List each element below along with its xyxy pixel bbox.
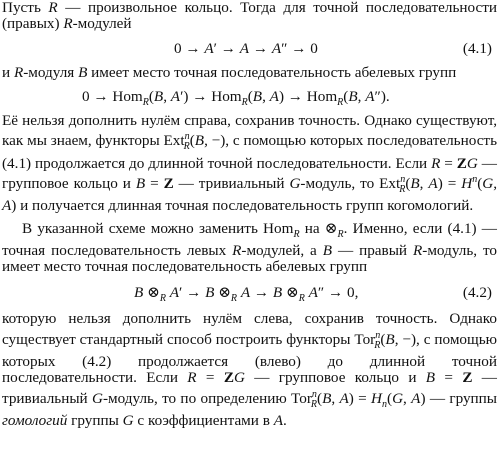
paragraph-1: Пусть R — произвольное кольцо. Тогда для точной последовательности (правых) R-модулей <box>2 0 497 33</box>
paragraph-2: и R-модуля B имеет место точная последовательность абелевых групп <box>2 63 457 81</box>
paragraph-5: которую нельзя дополнить нулём слева, сохранив точность. Однако существует стандартный способ построить функторы Tor$^n_R$(B, −), с помощью которых (4.2) продолжается (влево) до длинной точной последовательности. Если R = ZG — групповое кольцо и B = Z — тривиальный G-модуль, то по определению Tor$^n_R$(B, $A) = H_n(G$, A) — группы гомологий группы G с коэффициентами в A. <box>2 310 498 430</box>
equation-4-1: 0 → A′ → A → A″ → 0 (4.1) <box>174 39 492 57</box>
paragraph-4: В указанной схеме можно заменить Hom$_R$ на $\otimes_R$. Именно, если (4.1) — точная последовательность левых R-модулей, а B — правый R-модуль, то имеет место точная последовательность абелевых групп <box>2 219 498 276</box>
equation-hom: 0 → Hom$_R$(B, A′) → Hom$_R$(B, A) → Hom$_R$(B, A″). <box>82 87 390 108</box>
equation-number-4-2: (4.2) <box>462 284 492 302</box>
paragraph-3: Её нельзя дополнить нулём справа, сохранив точность. Однако существуют, как мы знаем, функторы Ext$^n_R$(B, −), с помощью которых последовательность (4.1) продолжается до длинной точной последовательности. Если R = ZG — групповое кольцо и B = Z — тривиальный G-модуль, то Ext$^n_R$(B, $A) = H^n(G$, A) и получается длинная точная последовательность групп когомологий. <box>2 111 498 215</box>
equation-4-2: B $\otimes_R$ A′ → B $\otimes_R$ A → B $\otimes_R$ A″ → 0, (4.2) <box>134 284 492 305</box>
equation-number-4-1: (4.1) <box>462 39 492 57</box>
